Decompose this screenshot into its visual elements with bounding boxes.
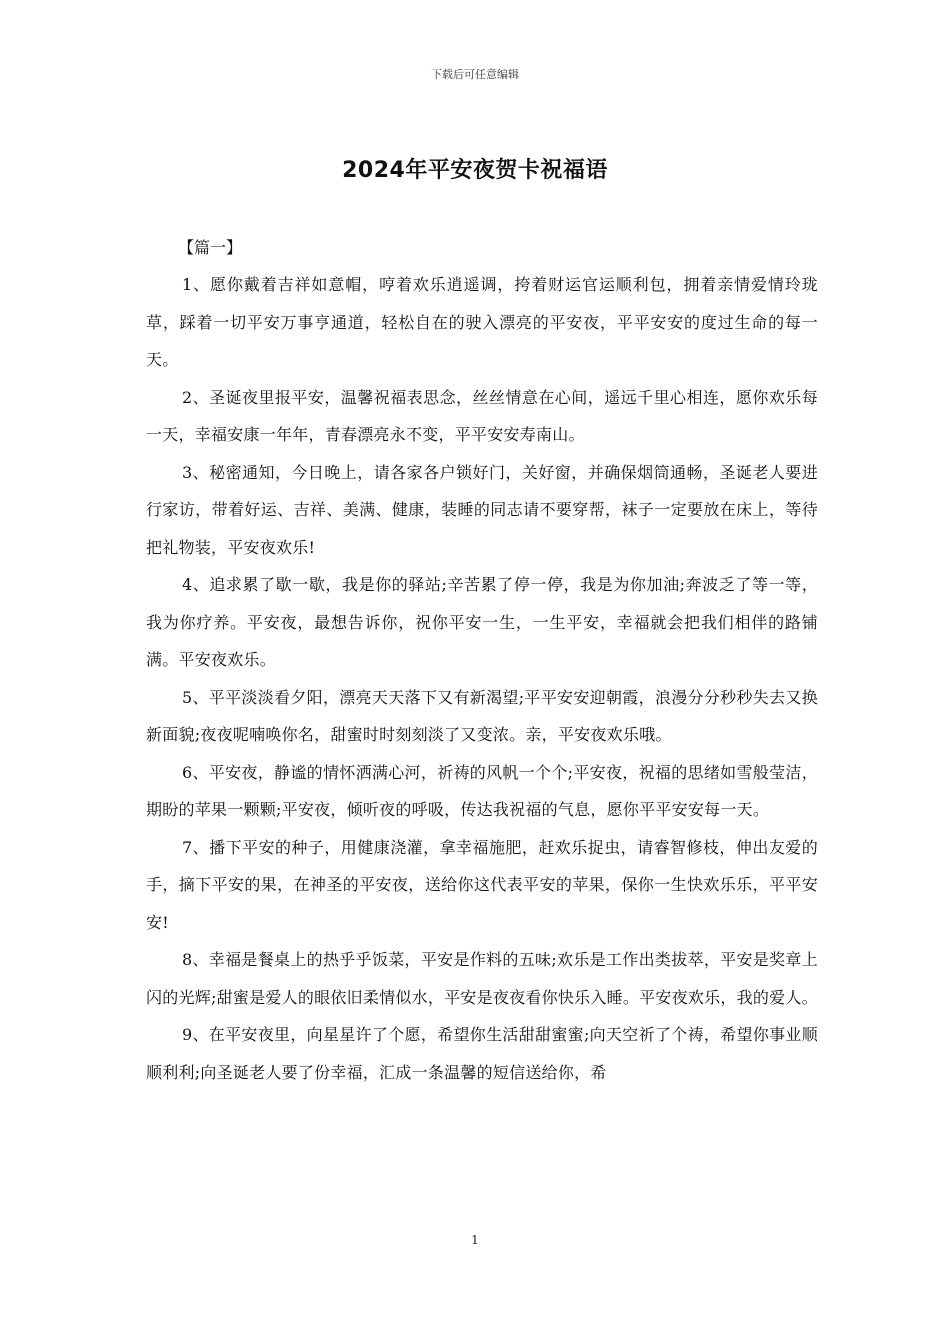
page-number: 1	[471, 1233, 479, 1247]
paragraph-9: 9、在平安夜里，向星星许了个愿，希望你生活甜甜蜜蜜;向天空祈了个祷，希望你事业顺顺利利;向圣诞老人要了份幸福，汇成一条温馨的短信送给你，希	[146, 1025, 818, 1082]
paragraph-7: 7、播下平安的种子，用健康浇灌，拿幸福施肥，赶欢乐捉虫，请睿智修枝，伸出友爱的手，摘下平安的果，在神圣的平安夜，送给你这代表平安的苹果，保你一生快欢乐乐，平平安安!	[146, 837, 818, 932]
paragraph-5: 5、平平淡淡看夕阳，漂亮天天落下又有新渴望;平平安安迎朝霞，浪漫分分秒秒失去又换新面貌;夜夜呢喃唤你名，甜蜜时时刻刻淡了又变浓。亲，平安夜欢乐哦。	[146, 687, 818, 744]
page-header-note: 下载后可任意编辑	[431, 68, 519, 81]
document-title: 2024年平安夜贺卡祝福语	[342, 158, 608, 183]
section-label: 【篇一】	[178, 238, 243, 257]
paragraph-4: 4、追求累了歇一歇，我是你的驿站;辛苦累了停一停，我是为你加油;奔波乏了等一等，我为你疗养。平安夜，最想告诉你，祝你平安一生，一生平安，幸福就会把我们相伴的路铺满。平安夜欢乐。	[146, 575, 818, 669]
paragraph-8: 8、幸福是餐桌上的热乎乎饭菜，平安是作料的五味;欢乐是工作出类拔萃，平安是奖章上闪的光辉;甜蜜是爱人的眼依旧柔情似水，平安是夜夜看你快乐入睡。平安夜欢乐，我的爱人。	[146, 950, 818, 1007]
document-body	[146, 229, 818, 1091]
paragraph-2: 2、圣诞夜里报平安，温馨祝福表思念，丝丝情意在心间，遥远千里心相连，愿你欢乐每一天，幸福安康一年年，青春漂亮永不变，平平安安寿南山。	[146, 387, 818, 444]
paragraph-3: 3、秘密通知，今日晚上，请各家各户锁好门，关好窗，并确保烟筒通畅，圣诞老人要进行家访，带着好运、吉祥、美满、健康，装睡的同志请不要穿帮，袜子一定要放在床上，等待把礼物装，平安夜欢乐!	[146, 462, 818, 557]
paragraph-6: 6、平安夜，静谧的情怀洒满心河，祈祷的风帆一个个;平安夜，祝福的思绪如雪般莹洁，期盼的苹果一颗颗;平安夜，倾听夜的呼吸，传达我祝福的气息，愿你平平安安每一天。	[146, 762, 818, 819]
paragraph-1: 1、愿你戴着吉祥如意帽，哼着欢乐逍遥调，挎着财运官运顺利包，拥着亲情爱情玲珑草，踩着一切平安万事亨通道，轻松自在的驶入漂亮的平安夜，平平安安的度过生命的每一天。	[146, 275, 818, 369]
